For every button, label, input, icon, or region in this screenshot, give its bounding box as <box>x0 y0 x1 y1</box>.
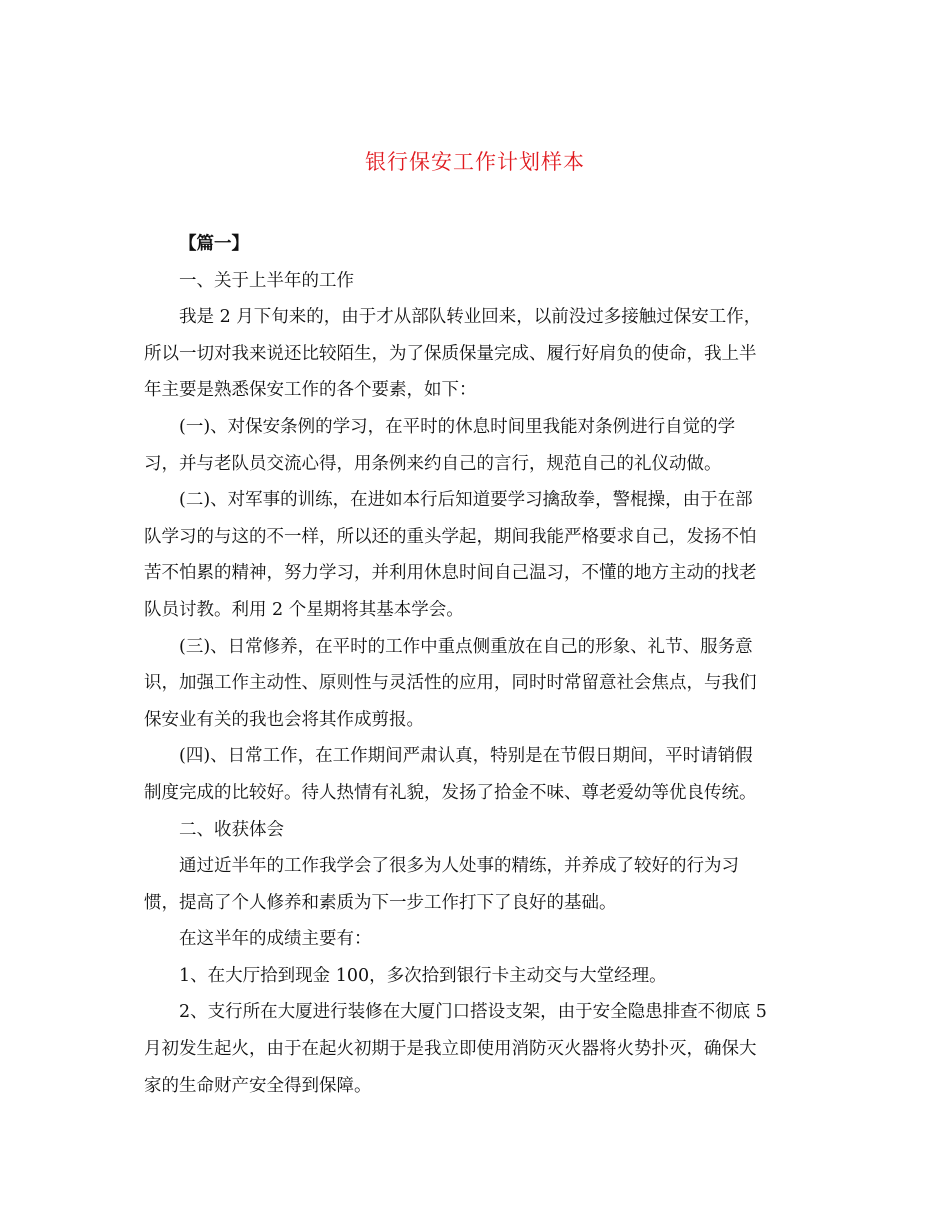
item-military-training <box>144 482 806 628</box>
paragraph-line: 所以一切对我来说还比较陌生，为了保质保量完成、履行好肩负的使命，我上半 <box>144 343 757 364</box>
paragraph-line: 通过近半年的工作我学会了很多为人处事的精练，并养成了较好的行为习 <box>179 856 739 877</box>
paragraph-achievements-intro: 在这半年的成绩主要有： <box>179 929 372 950</box>
achievement-item-1: 1、在大厅拾到现金 100，多次拾到银行卡主动交与大堂经理。 <box>179 965 667 986</box>
paragraph-line: 月初发生起火，由于在起火初期于是我立即使用消防灭火器将火势扑灭，确保大 <box>144 1039 757 1060</box>
achievement-item-2 <box>144 994 806 1104</box>
paragraph-line: (一)、对保安条例的学习，在平时的休息时间里我能对条例进行自觉的学 <box>179 416 736 437</box>
paragraph-line: 家的生命财产安全得到保障。 <box>144 1075 372 1096</box>
paragraph-line: 惯，提高了个人修养和素质为下一步工作打下了良好的基础。 <box>144 892 617 913</box>
paragraph-line: (二)、对军事的训练，在进如本行后知道要学习擒敌拳，警棍操，由于在部 <box>179 490 753 511</box>
heading-first-half-work: 一、关于上半年的工作 <box>179 270 354 291</box>
item-daily-cultivation <box>144 629 806 739</box>
paragraph-intro <box>144 299 806 409</box>
heading-gains: 二、收获体会 <box>179 819 284 840</box>
document-body <box>144 226 806 1104</box>
paragraph-line: 队学习的与这的不一样，所以还的重头学起，期间我能严格要求自己，发扬不怕 <box>144 526 757 547</box>
document-title: 银行保安工作计划样本 <box>365 150 585 174</box>
paragraph-line: 年主要是熟悉保安工作的各个要素，如下： <box>144 380 477 401</box>
paragraph-line: 我是 2 月下旬来的，由于才从部队转业回来，以前没过多接触过保安工作， <box>179 307 762 328</box>
paragraph-line: 队员讨教。利用 2 个星期将其基本学会。 <box>144 599 464 620</box>
item-daily-work <box>144 738 806 811</box>
paragraph-line: (四)、日常工作，在工作期间严肃认真，特别是在节假日期间，平时请销假 <box>179 746 753 767</box>
paragraph-line: 苦不怕累的精神，努力学习，并利用休息时间自己温习，不懂的地方主动的找老 <box>144 563 757 584</box>
paragraph-line: 习，并与老队员交流心得，用条例来约自己的言行，规范自己的礼仪动做。 <box>144 453 722 474</box>
paragraph-line: 识，加强工作主动性、原则性与灵活性的应用，同时时常留意社会焦点，与我们 <box>144 673 757 694</box>
item-regulations-study <box>144 409 806 482</box>
paragraph-line: (三)、日常修养，在平时的工作中重点侧重放在自己的形象、礼节、服务意 <box>179 636 753 657</box>
paragraph-line: 制度完成的比较好。待人热情有礼貌，发扬了拾金不味、尊老爱幼等优良传统。 <box>144 782 757 803</box>
paragraph-gains <box>144 848 806 921</box>
section-label: 【篇一】 <box>179 234 249 254</box>
paragraph-line: 保安业有关的我也会将其作成剪报。 <box>144 709 424 730</box>
paragraph-line: 2、支行所在大厦进行装修在大厦门口搭设支架，由于安全隐患排查不彻底 5 <box>179 1002 767 1023</box>
